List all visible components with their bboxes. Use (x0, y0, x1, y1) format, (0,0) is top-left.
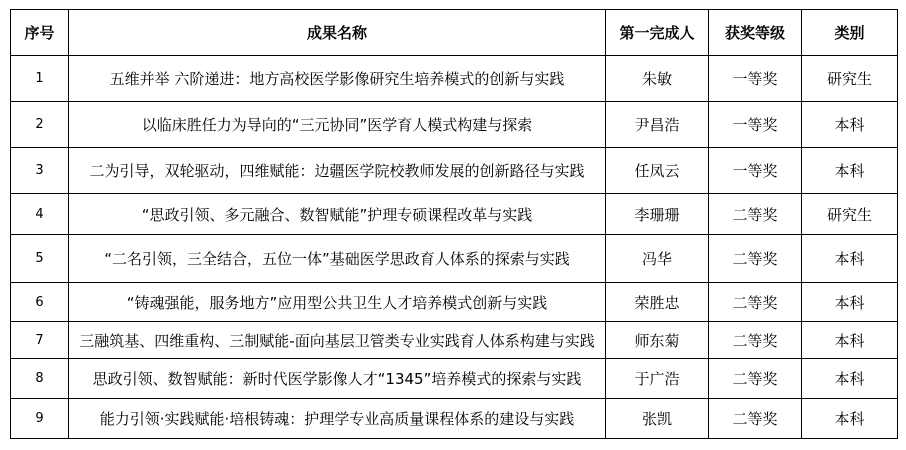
col-header-index: 序号 (11, 10, 69, 56)
cell-category: 本科 (802, 399, 898, 439)
cell-index: 2 (11, 102, 69, 148)
cell-category: 本科 (802, 322, 898, 359)
cell-category: 本科 (802, 102, 898, 148)
cell-index: 6 (11, 283, 69, 322)
cell-achievement-name: 五维并举 六阶递进：地方高校医学影像研究生培养模式的创新与实践 (69, 56, 606, 102)
cell-first-completer: 朱敏 (606, 56, 709, 102)
cell-index: 1 (11, 56, 69, 102)
cell-achievement-name: “思政引领、多元融合、数智赋能”护理专硕课程改革与实践 (69, 194, 606, 235)
cell-achievement-name: 三融筑基、四维重构、三制赋能-面向基层卫管类专业实践育人体系构建与实践 (69, 322, 606, 359)
header-row (11, 10, 898, 56)
cell-index: 3 (11, 148, 69, 194)
col-header-category: 类别 (802, 10, 898, 56)
table-row (11, 56, 898, 102)
cell-first-completer: 尹昌浩 (606, 102, 709, 148)
col-header-achievement: 成果名称 (69, 10, 606, 56)
cell-award-level: 二等奖 (709, 359, 802, 399)
table-body (11, 56, 898, 439)
cell-award-level: 一等奖 (709, 148, 802, 194)
col-header-award-level: 获奖等级 (709, 10, 802, 56)
cell-category: 本科 (802, 235, 898, 283)
cell-index: 8 (11, 359, 69, 399)
table-row (11, 322, 898, 359)
cell-first-completer: 于广浩 (606, 359, 709, 399)
cell-first-completer: 师东菊 (606, 322, 709, 359)
cell-award-level: 一等奖 (709, 102, 802, 148)
cell-first-completer: 张凯 (606, 399, 709, 439)
col-header-first-completer: 第一完成人 (606, 10, 709, 56)
cell-achievement-name: 二为引导，双轮驱动，四维赋能：边疆医学院校教师发展的创新路径与实践 (69, 148, 606, 194)
cell-first-completer: 任凤云 (606, 148, 709, 194)
table-row (11, 399, 898, 439)
cell-first-completer: 冯华 (606, 235, 709, 283)
table-row (11, 148, 898, 194)
cell-category: 研究生 (802, 56, 898, 102)
cell-award-level: 二等奖 (709, 283, 802, 322)
cell-achievement-name: 能力引领·实践赋能·培根铸魂：护理学专业高质量课程体系的建设与实践 (69, 399, 606, 439)
cell-index: 7 (11, 322, 69, 359)
cell-index: 4 (11, 194, 69, 235)
cell-category: 研究生 (802, 194, 898, 235)
cell-first-completer: 荣胜忠 (606, 283, 709, 322)
cell-category: 本科 (802, 283, 898, 322)
cell-achievement-name: “二名引领，三全结合，五位一体”基础医学思政育人体系的探索与实践 (69, 235, 606, 283)
awards-table (10, 9, 898, 439)
table-row (11, 359, 898, 399)
cell-index: 9 (11, 399, 69, 439)
cell-category: 本科 (802, 359, 898, 399)
table-row (11, 194, 898, 235)
cell-index: 5 (11, 235, 69, 283)
cell-award-level: 一等奖 (709, 56, 802, 102)
table-row (11, 102, 898, 148)
cell-achievement-name: “铸魂强能，服务地方”应用型公共卫生人才培养模式创新与实践 (69, 283, 606, 322)
cell-first-completer: 李珊珊 (606, 194, 709, 235)
table-row (11, 235, 898, 283)
cell-award-level: 二等奖 (709, 322, 802, 359)
cell-award-level: 二等奖 (709, 235, 802, 283)
cell-category: 本科 (802, 148, 898, 194)
cell-achievement-name: 以临床胜任力为导向的“三元协同”医学育人模式构建与探索 (69, 102, 606, 148)
cell-achievement-name: 思政引领、数智赋能：新时代医学影像人才“1345”培养模式的探索与实践 (69, 359, 606, 399)
cell-award-level: 二等奖 (709, 399, 802, 439)
table-row (11, 283, 898, 322)
cell-award-level: 二等奖 (709, 194, 802, 235)
